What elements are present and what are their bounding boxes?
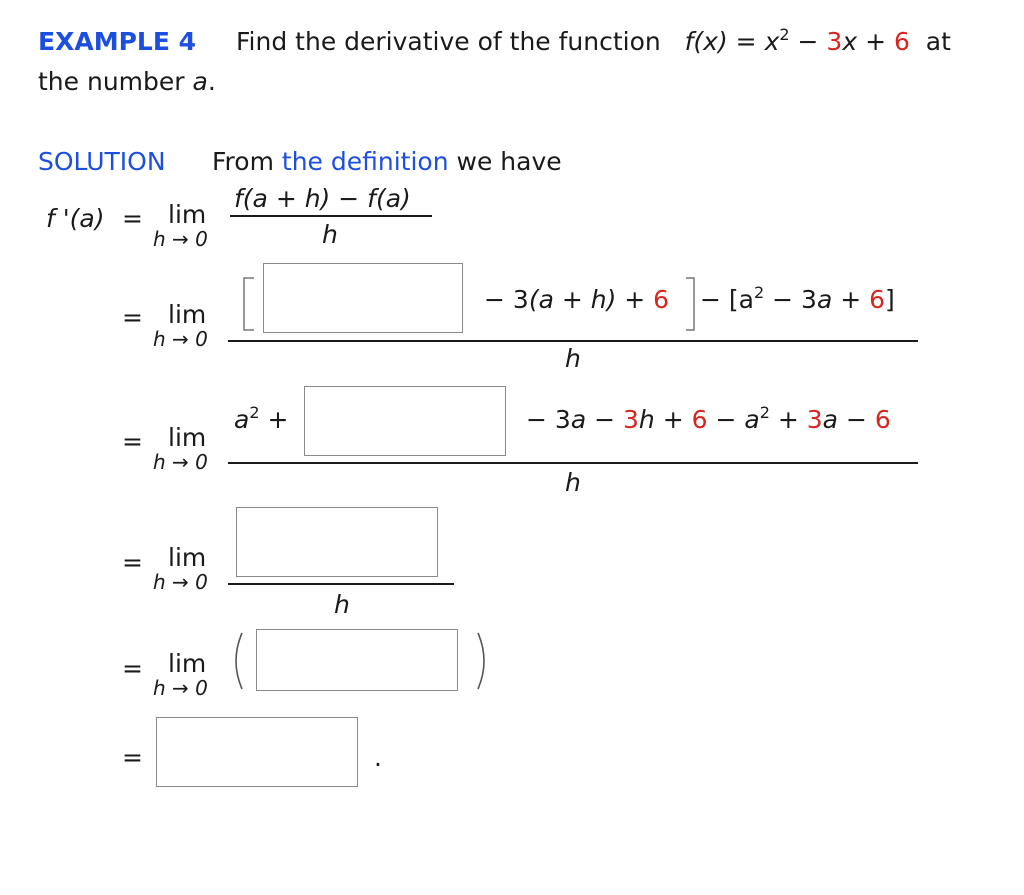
right-bracket-icon bbox=[684, 276, 696, 332]
exponent: 2 bbox=[779, 25, 790, 44]
step3-answer-input[interactable] bbox=[236, 507, 438, 577]
step1-denominator: h bbox=[565, 344, 581, 373]
fraction-bar bbox=[228, 583, 454, 585]
equals-sign: = bbox=[122, 654, 143, 683]
step4-answer-input[interactable] bbox=[256, 629, 458, 691]
minus-sign: − bbox=[594, 405, 616, 434]
example-label: EXAMPLE 4 bbox=[38, 27, 197, 56]
final-period: . bbox=[374, 743, 382, 772]
lim-subscript: h → 0 bbox=[153, 450, 208, 474]
fprime-label: f '(a) bbox=[46, 204, 105, 233]
lim-subscript: h → 0 bbox=[153, 570, 208, 594]
solution-label: SOLUTION bbox=[38, 147, 166, 176]
close-bracket: ] bbox=[885, 285, 895, 314]
minus-sign: − bbox=[845, 405, 867, 434]
coef-3: 3 bbox=[512, 285, 529, 314]
step2-denominator: h bbox=[565, 468, 581, 497]
lim-label: lim bbox=[168, 200, 207, 229]
line2-text: the number bbox=[38, 67, 185, 96]
x-term: x bbox=[764, 27, 780, 56]
step2-answer-input[interactable] bbox=[304, 386, 506, 456]
equals-sign: = bbox=[122, 743, 143, 772]
h-term: h bbox=[638, 405, 655, 434]
lim-label: lim bbox=[168, 300, 207, 329]
right-paren-icon bbox=[474, 631, 492, 691]
step1-answer-input[interactable] bbox=[263, 263, 463, 333]
prompt-text: Find the derivative of the function bbox=[236, 27, 661, 56]
equals-sign: = bbox=[122, 548, 143, 577]
plus-sign: + bbox=[865, 27, 887, 56]
equals-sign: = bbox=[735, 27, 757, 56]
fraction-bar bbox=[228, 462, 918, 464]
minus-sign: − bbox=[700, 285, 721, 314]
plus-sign: + bbox=[267, 405, 289, 434]
left-paren-icon bbox=[228, 631, 246, 691]
left-bracket-icon bbox=[240, 276, 258, 332]
a-term: a bbox=[234, 405, 250, 434]
a-term: a bbox=[570, 405, 587, 434]
lim-label: lim bbox=[168, 543, 207, 572]
line2-period: . bbox=[207, 67, 216, 96]
step2-expression-tail bbox=[526, 403, 891, 434]
lim-label: lim bbox=[168, 423, 207, 452]
step3-denominator: h bbox=[334, 590, 350, 619]
coef-3: 3 bbox=[623, 405, 639, 434]
coef-3: 3 bbox=[801, 285, 817, 314]
definition-denominator: h bbox=[322, 220, 338, 249]
lim-subscript: h → 0 bbox=[153, 227, 208, 251]
lim-label: lim bbox=[168, 649, 207, 678]
solution-have: we have bbox=[456, 147, 562, 176]
final-answer-input[interactable] bbox=[156, 717, 358, 787]
coefficient: 3 bbox=[826, 27, 843, 56]
fraction-bar bbox=[228, 340, 918, 342]
minus-sign: − bbox=[484, 285, 505, 314]
x-linear: x bbox=[842, 27, 858, 56]
minus-sign: − bbox=[797, 27, 819, 56]
lim-subscript: h → 0 bbox=[153, 327, 208, 351]
solution-from: From bbox=[212, 147, 274, 176]
open-bracket: [a bbox=[728, 285, 754, 314]
a-term: a bbox=[744, 405, 760, 434]
example-prompt-line2 bbox=[38, 69, 216, 94]
minus-sign: − bbox=[715, 405, 737, 434]
constant-6: 6 bbox=[869, 285, 886, 314]
equals-sign: = bbox=[122, 303, 143, 332]
constant-6: 6 bbox=[874, 405, 891, 434]
fraction-bar bbox=[230, 215, 432, 217]
constant-6: 6 bbox=[653, 285, 670, 314]
at-word: at bbox=[925, 27, 951, 56]
plus-sign: + bbox=[777, 405, 799, 434]
step1-expression-tail bbox=[484, 287, 669, 312]
example-prompt bbox=[236, 25, 951, 56]
solution-intro bbox=[212, 149, 562, 174]
step1-subtraction bbox=[700, 283, 895, 314]
constant: 6 bbox=[893, 27, 910, 56]
coef-3: 3 bbox=[554, 405, 571, 434]
minus-sign: − bbox=[772, 285, 794, 314]
definition-link[interactable]: the definition bbox=[281, 147, 449, 176]
definition-numerator: f(a + h) − f(a) bbox=[234, 184, 411, 213]
constant-6: 6 bbox=[691, 405, 708, 434]
equals-sign: = bbox=[122, 204, 143, 233]
lim-subscript: h → 0 bbox=[153, 676, 208, 700]
a-plus-h: (a + h) + bbox=[528, 285, 646, 314]
exponent: 2 bbox=[753, 283, 765, 302]
equals-sign: = bbox=[122, 427, 143, 456]
minus-sign: − bbox=[526, 405, 547, 434]
function-name: f(x) bbox=[684, 27, 728, 56]
exponent: 2 bbox=[759, 403, 770, 422]
step2-lead bbox=[234, 403, 289, 434]
plus-sign: + bbox=[662, 405, 684, 434]
line2-var: a bbox=[192, 67, 208, 96]
a-term: a bbox=[822, 405, 838, 434]
exponent: 2 bbox=[249, 403, 260, 422]
a-plus: a + bbox=[816, 285, 862, 314]
coef-3: 3 bbox=[806, 405, 823, 434]
